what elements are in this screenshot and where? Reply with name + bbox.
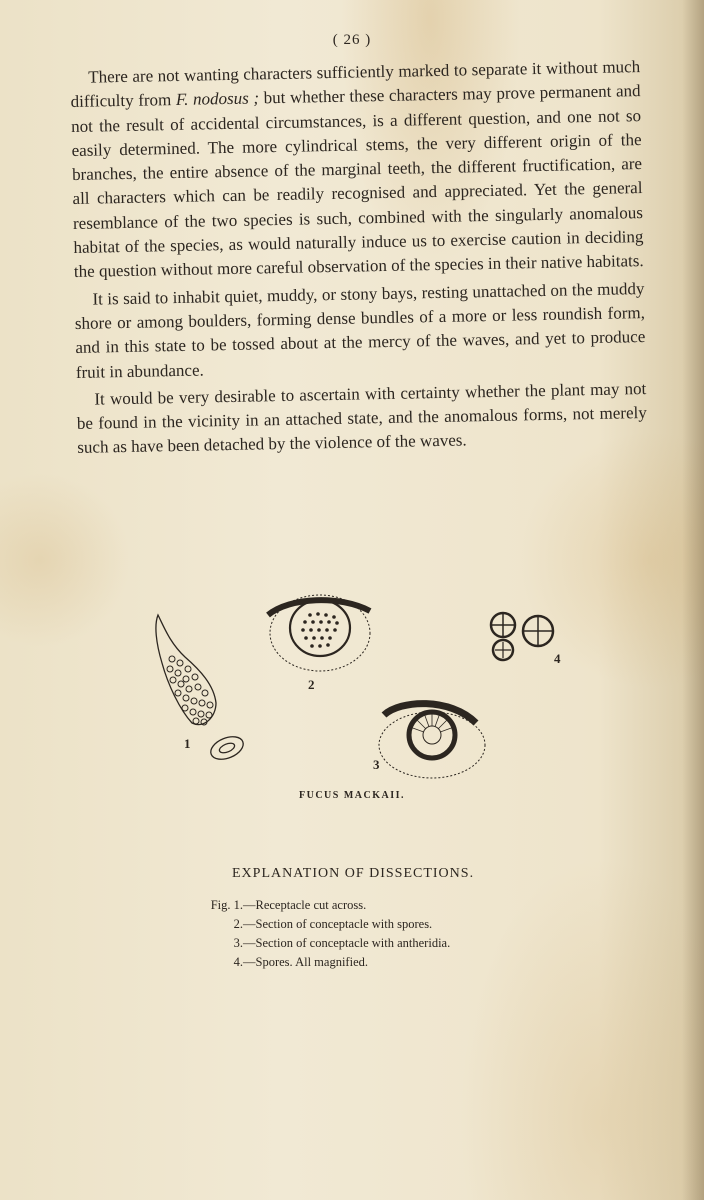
explanation-item-text: —Section of conceptacle with antheridia. [243, 936, 451, 950]
figure-caption: FUCUS MACKAII. [299, 790, 405, 801]
figure-number-1: 1 [184, 736, 191, 751]
explanation-item [184, 953, 450, 972]
explanation-item-lead: 3. [233, 936, 243, 950]
body-text [70, 55, 647, 461]
explanation-item [184, 934, 450, 953]
paragraph-1-part-1: There are not wanting characters sufficiently marked to separate it without much difficulty from [70, 57, 641, 112]
explanation-heading: EXPLANATION OF DISSECTIONS. [232, 866, 475, 881]
figure-number-2: 2 [308, 677, 315, 692]
explanation-item [184, 915, 450, 934]
paragraph-2: It is said to inhabit quiet, muddy, or stony bays, resting unattached on the muddy shore or among boulders, forming dense bundles of a more or less roundish form, and in this state to be tossed about at the mercy of the waves, and yet to produce fruit in abundance. [74, 278, 646, 382]
explanation-item-lead: Fig. 1. [210, 898, 243, 912]
species-name-italic: F. nodosus ; [175, 88, 260, 110]
page-number: ( 26 ) [332, 32, 372, 48]
dissection-figure [140, 585, 580, 785]
receptacle-drawing [156, 615, 247, 764]
explanation-list [184, 896, 450, 972]
explanation-item-lead: 2. [233, 917, 243, 931]
paragraph-1 [70, 55, 644, 285]
spores-drawing [491, 613, 553, 660]
explanation-item-text: —Spores. All magnified. [243, 955, 368, 969]
paragraph-3: It would be very desirable to ascertain with certainty whether the plant may not be found in the vicinity in an attached state, and the anomalous forms, not merely such as have been detached by the violence of the waves. [76, 378, 647, 458]
figure-number-3: 3 [373, 757, 380, 772]
dissection-illustration [140, 585, 580, 785]
explanation-item [184, 896, 450, 915]
explanation-item-text: —Section of conceptacle with spores. [243, 917, 433, 931]
conceptacle-antheridia-drawing [379, 704, 485, 778]
explanation-item-lead: 4. [233, 955, 243, 969]
paragraph-1-part-2: but whether these characters may prove permanent and not the result of accidental circumstances, is a different question, and one not so easily determined. The more cylindrical stems, the very different origin of the branches, the entire absence of the marginal teeth, the different fructification, are all characters which can be readily recognised and appreciated. Yet the general resemblance of the two species is such, combined with the singularly anomalous habitat of the species, as would naturally induce us to exercise caution in deciding the question without more careful observation of the species in their native habitats. [70, 81, 644, 282]
conceptacle-spores-drawing [268, 595, 370, 671]
explanation-item-text: —Receptacle cut across. [243, 898, 367, 912]
figure-number-4: 4 [554, 651, 561, 666]
page-edge-shadow [682, 0, 704, 1200]
